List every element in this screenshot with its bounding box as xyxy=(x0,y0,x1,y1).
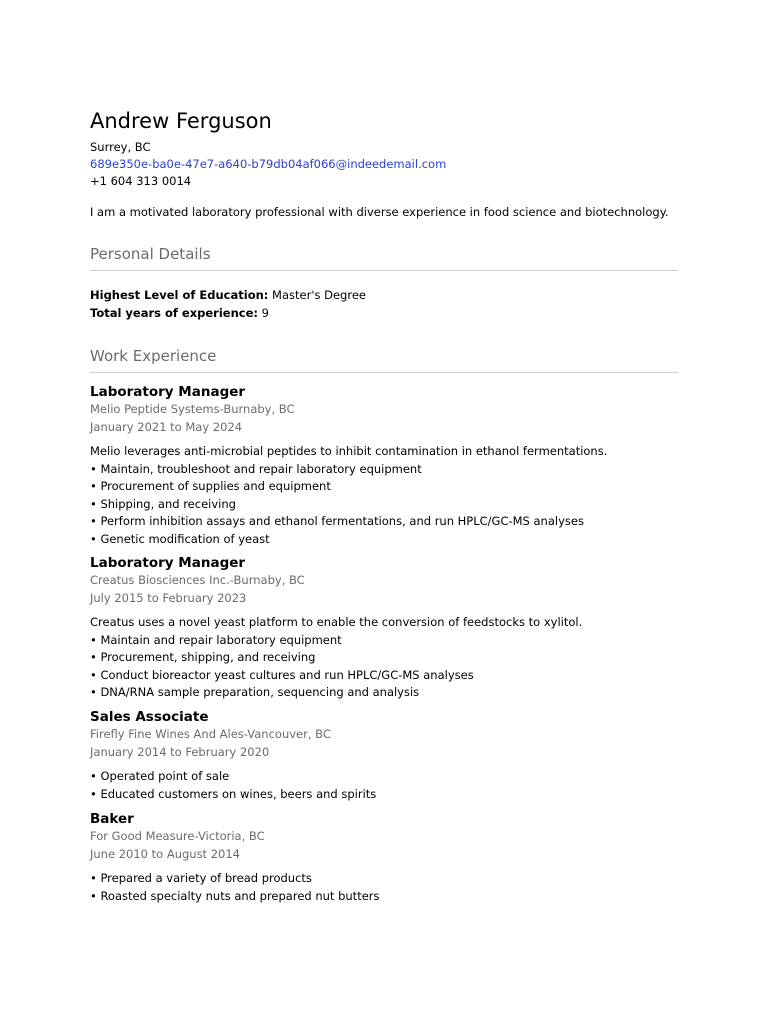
job-entry xyxy=(90,810,678,905)
job-company: Creatus Biosciences Inc.-Burnaby, BC xyxy=(90,573,305,587)
experience-label: Total years of experience: xyxy=(90,305,258,320)
job-line: • Shipping, and receiving xyxy=(90,496,236,511)
job-line: Creatus uses a novel yeast platform to enable the conversion of feedstocks to xylitol. xyxy=(90,615,583,629)
job-line: • Roasted specialty nuts and prepared nut butters xyxy=(90,888,380,903)
job-title: Baker xyxy=(90,811,134,827)
experience-row xyxy=(90,305,366,323)
job-dates: July 2015 to February 2023 xyxy=(90,590,247,605)
job-dates: June 2010 to August 2014 xyxy=(90,846,240,861)
summary-text: I am a motivated laboratory professional with diverse experience in food science and biotechnology. xyxy=(90,205,669,219)
job-line: • Procurement, shipping, and receiving xyxy=(90,650,316,664)
company-name: Creatus Biosciences Inc. xyxy=(90,573,230,587)
job-line: • Genetic modification of yeast xyxy=(90,531,270,546)
job-title: Laboratory Manager xyxy=(90,384,246,400)
email-link[interactable]: 689e350e-ba0e-47e7-a640-b79db04af066@indeedemail.com xyxy=(90,157,447,171)
education-row xyxy=(90,287,366,305)
location-text: Surrey, BC xyxy=(90,140,151,154)
section-heading-work-experience: Work Experience xyxy=(90,346,678,373)
job-line: • Prepared a variety of bread products xyxy=(90,871,312,885)
job-line: • Educated customers on wines, beers and spirits xyxy=(90,786,377,801)
job-line: • Conduct bioreactor yeast cultures and run HPLC/GC-MS analyses xyxy=(90,667,474,682)
personal-details xyxy=(90,287,366,322)
job-description xyxy=(90,768,678,803)
job-entry xyxy=(90,383,678,548)
job-description xyxy=(90,443,678,548)
job-line: • Perform inhibition assays and ethanol fermentations, and run HPLC/GC-MS analyses xyxy=(90,514,584,528)
education-value: Master's Degree xyxy=(272,288,366,302)
job-dates: January 2014 to February 2020 xyxy=(90,744,270,759)
section-heading-personal-details: Personal Details xyxy=(90,244,678,271)
job-entry xyxy=(90,554,678,702)
company-name: For Good Measure xyxy=(90,829,195,843)
company-location: Vancouver, BC xyxy=(247,727,331,741)
job-description xyxy=(90,614,678,702)
education-label: Highest Level of Education: xyxy=(90,288,269,302)
job-line: • Maintain and repair laboratory equipment xyxy=(90,632,342,647)
job-title: Laboratory Manager xyxy=(90,555,246,571)
company-name: Firefly Fine Wines And Ales xyxy=(90,727,244,741)
job-entry xyxy=(90,708,678,803)
company-location: Burnaby, BC xyxy=(233,573,305,587)
job-line: • Procurement of supplies and equipment xyxy=(90,479,331,493)
company-location: Burnaby, BC xyxy=(223,402,295,416)
job-dates: January 2021 to May 2024 xyxy=(90,419,243,434)
phone-text: +1 604 313 0014 xyxy=(90,174,192,188)
job-description xyxy=(90,870,678,905)
job-line: • Operated point of sale xyxy=(90,769,230,783)
job-company: For Good Measure-Victoria, BC xyxy=(90,829,265,843)
job-line: • DNA/RNA sample preparation, sequencing and analysis xyxy=(90,685,420,699)
job-title: Sales Associate xyxy=(90,709,209,725)
job-company: Melio Peptide Systems-Burnaby, BC xyxy=(90,402,295,416)
company-location: Victoria, BC xyxy=(197,829,265,843)
candidate-name: Andrew Ferguson xyxy=(90,109,272,133)
experience-value: 9 xyxy=(261,305,269,320)
contact-info xyxy=(90,139,446,190)
job-company: Firefly Fine Wines And Ales-Vancouver, BC xyxy=(90,727,331,741)
company-name: Melio Peptide Systems xyxy=(90,402,220,416)
job-line: Melio leverages anti-microbial peptides to inhibit contamination in ethanol fermentations. xyxy=(90,444,608,458)
job-line: • Maintain, troubleshoot and repair laboratory equipment xyxy=(90,461,422,476)
